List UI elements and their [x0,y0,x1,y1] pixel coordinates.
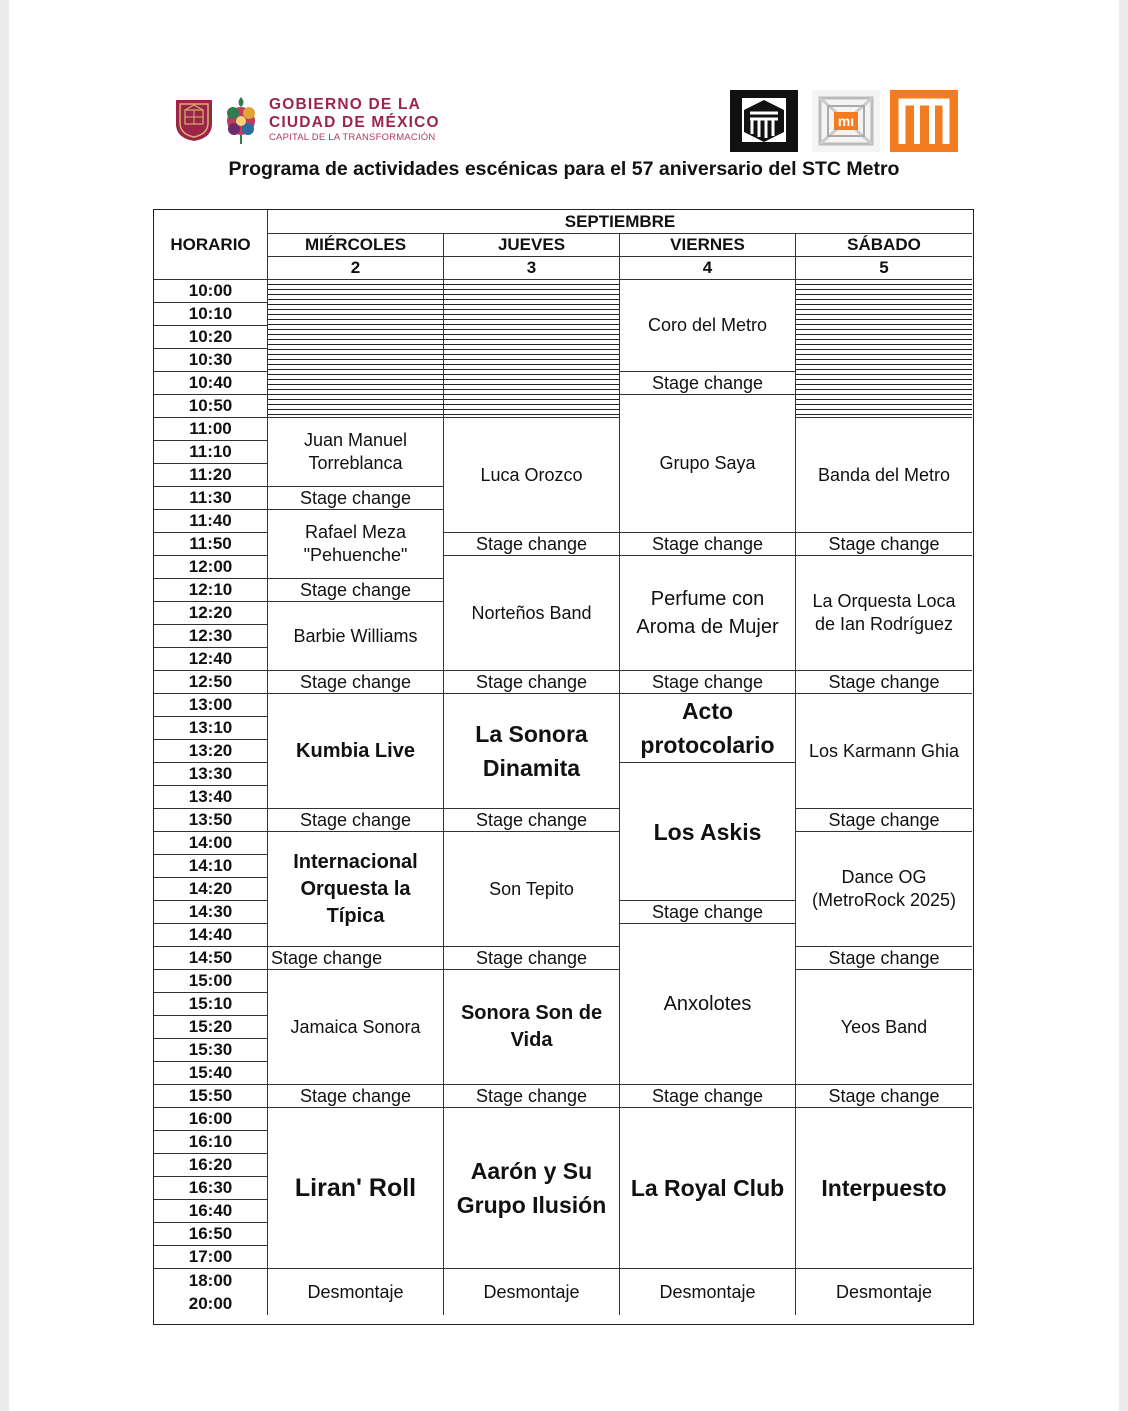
cdmx-flower-icon [220,93,262,145]
time-label: 20:00 [188,1294,233,1313]
time-label: 18:00 [188,1271,233,1290]
stage-change-cell: Stage change [268,947,444,970]
event-cell: Sonora Son de Vida [444,970,620,1085]
page-title: Programa de actividades escénicas para el 57 aniversario del STC Metro [228,158,900,180]
event-cell: La Royal Club [620,1108,796,1269]
event-cell: Coro del Metro [620,280,796,372]
time-cell: 10:10 [154,303,268,326]
time-cell: 13:30 [154,763,268,786]
time-cell: 13:50 [154,809,268,832]
time-cell: 15:50 [154,1085,268,1108]
stage-change-cell: Stage change [620,1085,796,1108]
stage-change-cell: Stage change [268,579,444,602]
time-cell: 16:10 [154,1131,268,1154]
time-cell: 16:40 [154,1200,268,1223]
metro-orange-logo-icon [890,90,958,152]
no-activity-block [444,280,620,418]
event-cell: Juan Manuel Torreblanca [268,418,444,487]
stage-change-cell: Stage change [620,671,796,694]
desmontaje-cell: Desmontaje [835,1281,933,1302]
time-cell: 14:40 [154,924,268,947]
time-cell: 10:30 [154,349,268,372]
svg-text:mı: mı [837,113,855,129]
event-cell: Aarón y Su Grupo Ilusión [444,1108,620,1269]
date-header-miercoles: 2 [268,257,444,280]
event-cell: Acto protocolario [620,694,796,763]
time-cell: 15:30 [154,1039,268,1062]
time-cell: 13:10 [154,717,268,740]
time-cell: 11:20 [154,464,268,487]
time-cell: 14:10 [154,855,268,878]
day-header-jueves: JUEVES [444,234,620,257]
event-cell: Grupo Saya [620,395,796,533]
event-cell: Anxolotes [620,924,796,1085]
time-cell: 11:50 [154,533,268,556]
event-cell: Luca Orozco [444,418,620,533]
event-cell: Interpuesto [796,1108,972,1269]
desmontaje-cell: Desmontaje [620,1269,796,1315]
desmontaje-cell: Desmontaje [268,1269,444,1315]
stage-change-cell: Stage change [268,1085,444,1108]
no-activity-block [796,280,972,418]
event-cell: Kumbia Live [268,694,444,809]
time-cell: 14:50 [154,947,268,970]
event-cell: Son Tepito [444,832,620,947]
cdmx-shield-icon [174,98,214,142]
event-cell: La Sonora Dinamita [444,694,620,809]
time-cell: 16:20 [154,1154,268,1177]
event-cell: Barbie Williams [268,602,444,671]
event-cell: Internacional Orquesta la Típica [268,832,444,947]
event-cell: Perfume con Aroma de Mujer [620,556,796,671]
time-cell: 11:40 [154,510,268,533]
time-cell: 12:10 [154,579,268,602]
gobierno-text [269,96,440,144]
time-cell: 15:10 [154,993,268,1016]
time-cell: 14:20 [154,878,268,901]
metro-logos [722,88,962,154]
time-cell: 10:50 [154,395,268,418]
stage-change-cell: Stage change [444,671,620,694]
time-cell: 13:40 [154,786,268,809]
day-header-sabado: SÁBADO [796,234,972,257]
event-cell: Jamaica Sonora [268,970,444,1085]
day-header-viernes: VIERNES [620,234,796,257]
time-cell: 14:30 [154,901,268,924]
month-header: SEPTIEMBRE [268,210,972,234]
time-cell: 12:50 [154,671,268,694]
time-cell: 12:40 [154,648,268,671]
time-cell: 12:20 [154,602,268,625]
desmontaje-cell: Desmontaje [444,1269,620,1315]
time-cell: 11:00 [154,418,268,441]
stage-change-cell: Stage change [444,809,620,832]
time-cell: 15:20 [154,1016,268,1039]
stage-change-cell: Stage change [796,1085,972,1108]
day-header-miercoles: MIÉRCOLES [268,234,444,257]
gov-line-3: CAPITAL DE LA TRANSFORMACIÓN [269,132,436,143]
schedule-table [153,209,974,1325]
event-cell: Los Askis [620,763,796,901]
event-cell: Banda del Metro [796,418,972,533]
time-cell: 16:50 [154,1223,268,1246]
stc-cube-icon [730,90,798,152]
time-cell-final [154,1269,268,1315]
time-cell: 17:00 [154,1246,268,1269]
time-cell: 16:30 [154,1177,268,1200]
time-cell: 13:00 [154,694,268,717]
stage-change-cell: Stage change [620,372,796,395]
time-cell: 15:40 [154,1062,268,1085]
stage-change-cell: Stage change [620,901,796,924]
event-cell: Los Karmann Ghia [796,694,972,809]
time-cell: 16:00 [154,1108,268,1131]
gov-line-1: GOBIERNO DE LA [269,96,422,113]
stage-change-cell: Stage change [444,1085,620,1108]
no-activity-block [268,280,444,418]
stage-change-cell: Stage change [620,533,796,556]
date-header-jueves: 3 [444,257,620,280]
stage-change-cell: Stage change [796,809,972,832]
time-cell: 10:20 [154,326,268,349]
time-cell: 10:40 [154,372,268,395]
horario-header: HORARIO [154,210,268,280]
time-cell: 15:00 [154,970,268,993]
time-cell: 11:10 [154,441,268,464]
event-cell: Rafael Meza "Pehuenche" [268,510,444,579]
event-cell: Yeos Band [796,970,972,1085]
time-cell: 11:30 [154,487,268,510]
metro-pattern-logo-icon [812,90,880,152]
time-cell: 12:00 [154,556,268,579]
time-cell: 14:00 [154,832,268,855]
stage-change-cell: Stage change [444,947,620,970]
stage-change-cell: Stage change [268,671,444,694]
gov-line-2: CIUDAD DE MÉXICO [269,114,440,131]
date-header-viernes: 4 [620,257,796,280]
stage-change-cell: Stage change [268,809,444,832]
time-cell: 13:20 [154,740,268,763]
stage-change-cell: Stage change [796,671,972,694]
stage-change-cell: Stage change [444,533,620,556]
stage-change-cell: Stage change [268,487,444,510]
date-header-sabado: 5 [796,257,972,280]
event-cell: Dance OG (MetroRock 2025) [796,832,972,947]
time-cell: 10:00 [154,280,268,303]
event-cell: La Orquesta Loca de Ian Rodríguez [796,556,972,671]
stage-change-cell: Stage change [796,533,972,556]
time-cell: 12:30 [154,625,268,648]
event-cell: Norteños Band [444,556,620,671]
event-cell: Liran' Roll [268,1108,444,1269]
stage-change-cell: Stage change [796,947,972,970]
